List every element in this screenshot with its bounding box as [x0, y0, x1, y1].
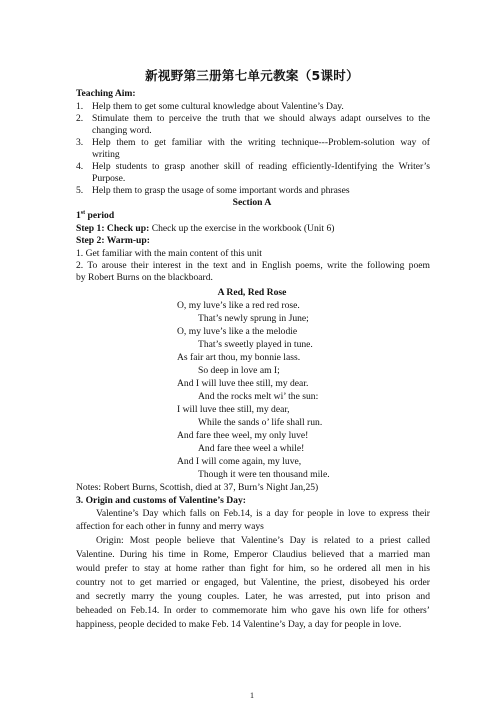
aim-line: Help them to get some cultural knowledge about Valentine’s Day. [92, 101, 344, 112]
paragraph-line: Origin: Most people believe that Valentine’s Day is related to a priest called [96, 535, 430, 546]
aim-number: 4. [76, 161, 84, 172]
aim-line: Help them to grasp the usage of some important words and phrases [92, 185, 350, 196]
aim-line: changing word. [92, 125, 152, 136]
aim-number: 5. [76, 185, 84, 196]
warmup-line: by Robert Burns on the blackboard. [76, 272, 213, 283]
poem-line: That’s newly sprung in June; [198, 313, 309, 324]
section-heading: Section A [232, 197, 272, 208]
paragraph-line: Valentine’s Day which falls on Feb.14, is a day for people in love to express their [96, 508, 430, 519]
notes: Notes: Robert Burns, Scottish, died at 37, Burn’s Night Jan,25) [76, 482, 319, 493]
paragraph-line: and secretly marry the young couples. Later, he was arrested, put into prison and [76, 591, 430, 602]
poem-line: And the rocks melt wi’ the sun: [198, 391, 319, 402]
aim-number: 3. [76, 137, 84, 148]
origin-heading: 3. Origin and customs of Valentine’s Day: [76, 495, 246, 506]
paragraph-line: beheaded on Feb.14. In order to commemorate him who gave his own life for others’ [76, 605, 430, 616]
warmup-line: 2. To arouse their interest in the text and in English poems, write the following poem [76, 260, 430, 271]
poem-line: O, my luve’s like a the melodie [177, 326, 298, 337]
aim-line: writing [92, 149, 120, 160]
step-2-heading: Step 2: Warm-up: [76, 235, 150, 246]
aim-line: Purpose. [92, 173, 126, 184]
poem-title: A Red, Red Rose [217, 287, 287, 298]
poem-line: And I will come again, my luve, [177, 456, 302, 467]
teaching-aim-heading: Teaching Aim: [76, 88, 136, 99]
poem-line: So deep in love am I; [198, 365, 280, 376]
aim-number: 1. [76, 101, 84, 112]
paragraph-line: Valentine. During his time in Rome, Emperor Claudius believed that a married man [76, 549, 430, 560]
paragraph-line: affection for each other in funny and merry ways [76, 521, 264, 532]
document-title: 新视野第三册第七单元教案（5课时） [145, 68, 359, 83]
poem-line: That’s sweetly played in tune. [198, 339, 313, 350]
step-1: Step 1: Check up: Check up the exercise in the workbook (Unit 6) [76, 223, 335, 234]
paragraph-line: happiness, people decided to make Feb. 14 Valentine’s Day, a day for people in love. [76, 619, 402, 630]
poem-line: And fare thee weel a while! [198, 443, 305, 454]
poem-line: And fare thee weel, my only luve! [177, 430, 309, 441]
aim-line: Help students to grasp another skill of reading efficiently-Identifying the Writer’s [92, 161, 430, 172]
poem-line: I will luve thee still, my dear, [177, 404, 290, 415]
poem-line: And I will luve thee still, my dear. [177, 378, 309, 389]
poem-line: While the sands o’ life shall run. [198, 417, 323, 428]
aim-number: 2. [76, 113, 84, 124]
period-heading: 1st period [76, 209, 115, 221]
aim-line: Help them to get familiar with the writing technique---Problem-solution way of [92, 137, 430, 148]
paragraph-line: would prefer to stay at home rather than fight for him, so he ordered all men in his [76, 563, 430, 574]
poem-line: Though it were ten thousand mile. [198, 469, 330, 480]
paragraph-line: country not to get married or engaged, but Valentine, the priest, disobeyed his order [76, 577, 430, 588]
aim-line: Stimulate them to perceive the truth that we should always adapt ourselves to the [92, 113, 430, 124]
poem-line: As fair art thou, my bonnie lass. [177, 352, 301, 363]
warmup-line: 1. Get familiar with the main content of this unit [76, 248, 262, 259]
page-number: 1 [250, 691, 254, 700]
poem-line: O, my luve’s like a red red rose. [177, 300, 300, 311]
